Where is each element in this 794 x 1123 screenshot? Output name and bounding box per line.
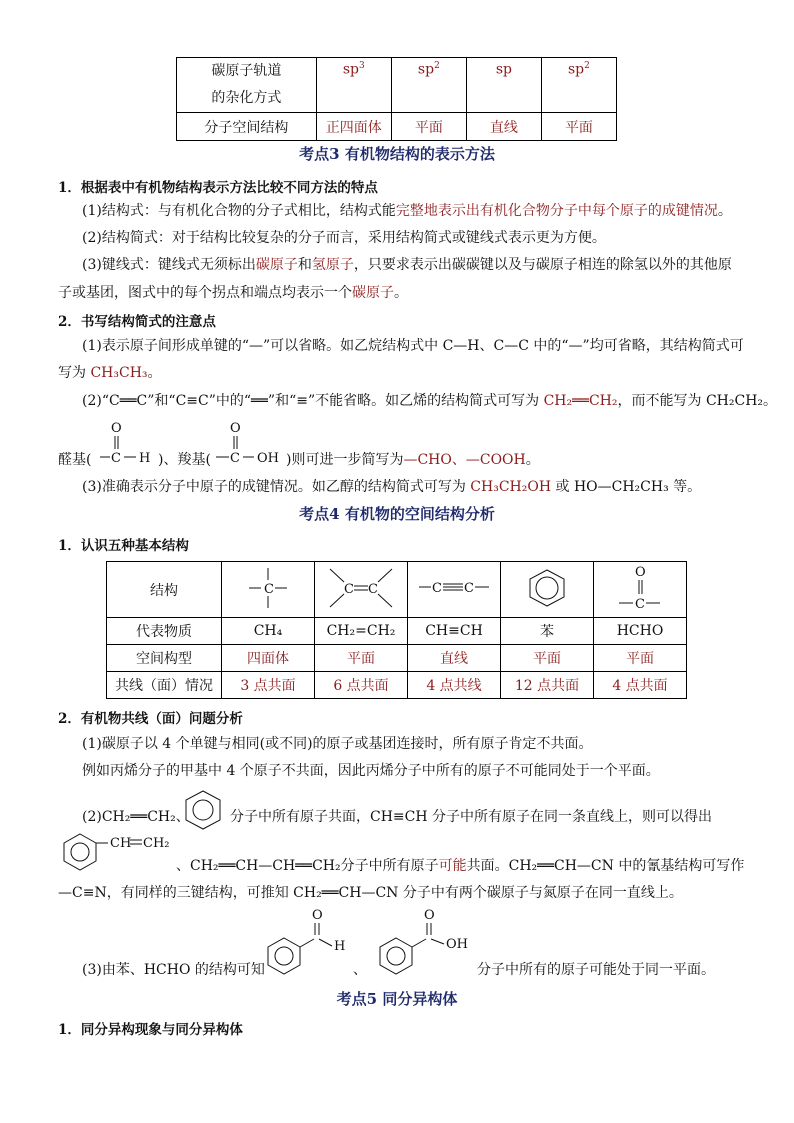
section-3-1-title: 1．根据表中有机物结构表示方法比较不同方法的特点 <box>58 180 378 196</box>
benzaldehyde-h: H <box>334 939 346 954</box>
para-4-2-3b: 、 <box>353 962 367 978</box>
ethene-c2: C <box>368 581 378 597</box>
carboxyl-o: O <box>230 421 241 436</box>
benzoic-acid-diagram <box>374 906 474 978</box>
heading-kaodian-5: 考点5 同分异构体 <box>336 990 458 1008</box>
struct-ethyne <box>408 562 501 618</box>
para-4-2-2b: 分子中所有原子共面，CH≡CH 分子中所有原子在同一条直线上，则可以得出 <box>230 809 713 825</box>
hybrid-row-label: 碳原子轨道 的杂化方式 <box>177 58 317 113</box>
aldehyde-o: O <box>111 421 122 436</box>
shape-cell-3: 直线 <box>466 113 541 141</box>
row-label-shape: 空间构型 <box>107 645 222 672</box>
para-3-2-2: (2)“C══C”和“C≡C”中的“══”和“≡”不能省略。如乙烯的结构简式可写为 CH₂══CH₂，而不能写为 CH₂CH₂。 <box>82 393 778 409</box>
aldehyde-label: 醛基( <box>58 452 92 468</box>
shape-row-label: 分子空间结构 <box>177 113 317 141</box>
hybrid-cell-4: $sp^2$ <box>541 58 616 113</box>
ethyne-c2: C <box>464 580 474 596</box>
para-3-2-3: (3)准确表示分子中原子的成键情况。如乙醇的结构简式可写为 CH₃CH₂OH 或 HO—CH₂CH₃ 等。 <box>82 479 702 495</box>
para-4-2-1: (1)碳原子以 4 个单键与相同(或不同)的原子或基团连接时，所有原子肯定不共面。 <box>82 736 593 752</box>
structure-table <box>106 561 687 699</box>
substance-3: CH≡CH <box>408 618 501 645</box>
carboxyl-label: )、羧基( <box>158 452 211 468</box>
substance-1: CH₄ <box>222 618 315 645</box>
aldehyde-c: C <box>111 451 121 466</box>
para-3-1-2: (2)结构简式：对于结构比较复杂的分子而言，采用结构简式或键线式表示更为方便。 <box>82 230 606 246</box>
para-3-1-1: (1)结构式：与有机化合物的分子式相比，结构式能完整地表示出有机化合物分子中每个原子的成键情况。 <box>82 203 732 219</box>
struct-hcho <box>594 562 687 618</box>
shape-3: 直线 <box>408 645 501 672</box>
benzaldehyde-diagram <box>262 906 352 978</box>
shape-cell-4: 平面 <box>541 113 616 141</box>
coplanar-1: 3 点共面 <box>222 672 315 699</box>
coplanar-5: 4 点共面 <box>594 672 687 699</box>
substance-2: CH₂=CH₂ <box>315 618 408 645</box>
benzoic-oh: OH <box>446 937 468 952</box>
formaldehyde-structure-diagram <box>615 563 665 613</box>
carboxyl-group-diagram <box>212 418 292 468</box>
benzaldehyde-o: O <box>312 908 323 923</box>
benzoic-o: O <box>424 908 435 923</box>
styrene-ch: CH <box>110 836 132 851</box>
para-3-1-3: (3)键线式：键线式无须标出碳原子和氢原子，只要求表示出碳碳键以及与碳原子相连的除氢以外的其他原 <box>82 257 732 273</box>
shape-2: 平面 <box>315 645 408 672</box>
hybrid-cell-1: $sp^3$ <box>316 58 391 113</box>
para-4-2-3a: (3)由苯、HCHO 的结构可知 <box>82 962 265 978</box>
heading-kaodian-4: 考点4 有机物的空间结构分析 <box>299 505 495 523</box>
aldehyde-tail: )则可进一步简写为—CHO、—COOH。 <box>286 452 540 468</box>
row-label-structure: 结构 <box>107 562 222 618</box>
styrene-diagram <box>58 830 178 874</box>
para-4-2-2a: (2)CH₂══CH₂、 <box>82 809 190 825</box>
benzene-ring-icon <box>522 565 572 611</box>
row-label-coplanar: 共线（面）情况 <box>107 672 222 699</box>
ethene-structure-diagram <box>326 565 396 611</box>
shape-1: 四面体 <box>222 645 315 672</box>
aldehyde-group-diagram <box>96 418 166 468</box>
coplanar-3: 4 点共线 <box>408 672 501 699</box>
para-3-2-1b: 写为 CH₃CH₃。 <box>58 365 162 381</box>
para-3-1-3b: 子或基团，图式中的每个拐点和端点均表示一个碳原子。 <box>58 285 408 301</box>
coplanar-4: 12 点共面 <box>501 672 594 699</box>
substance-5: HCHO <box>594 618 687 645</box>
shape-cell-2: 平面 <box>391 113 466 141</box>
ethyne-structure-diagram <box>417 565 491 611</box>
shape-5: 平面 <box>594 645 687 672</box>
para-3-2-1: (1)表示原子间形成单键的“—”可以省略。如乙烷结构式中 C—H、C—C 中的“—”均可省略，其结构简式可 <box>82 338 744 354</box>
ethyne-c1: C <box>432 580 442 596</box>
coplanar-2: 6 点共面 <box>315 672 408 699</box>
para-4-2-2d: —C≡N，有同样的三键结构，可推知 CH₂══CH—CN 分子中有两个碳原子与氮原子在同一直线上。 <box>58 885 683 901</box>
struct-ch4 <box>222 562 315 618</box>
methane-structure-diagram <box>243 565 293 611</box>
section-4-1-title: 1．认识五种基本结构 <box>58 538 189 554</box>
hybrid-cell-3: sp <box>466 58 541 113</box>
section-3-2-title: 2．书写结构简式的注意点 <box>58 314 216 330</box>
ethene-c1: C <box>344 581 354 597</box>
para-4-2-3c: 分子中所有的原子可能处于同一平面。 <box>477 962 715 978</box>
aldehyde-h: H <box>139 451 151 466</box>
hcho-o: O <box>635 564 646 580</box>
struct-ethene <box>315 562 408 618</box>
shape-cell-1: 正四面体 <box>316 113 391 141</box>
hybrid-cell-2: $sp^2$ <box>391 58 466 113</box>
heading-kaodian-3: 考点3 有机物结构的表示方法 <box>299 145 495 163</box>
substance-4: 苯 <box>501 618 594 645</box>
section-5-1-title: 1．同分异构现象与同分异构体 <box>58 1022 243 1038</box>
row-label-substance: 代表物质 <box>107 618 222 645</box>
benzene-inline-icon <box>182 788 224 834</box>
para-4-2-2c: 、CH₂══CH—CH══CH₂分子中所有原子可能共面。CH₂══CH—CN 中的氰基结构可写作 <box>176 858 745 874</box>
shape-4: 平面 <box>501 645 594 672</box>
para-4-2-1b: 例如丙烯分子的甲基中 4 个原子不共面，因此丙烯分子中所有的原子不可能同处于一个平面。 <box>82 763 660 779</box>
section-4-2-title: 2．有机物共线（面）问题分析 <box>58 711 243 727</box>
struct-benzene <box>501 562 594 618</box>
carboxyl-c: C <box>230 451 240 466</box>
styrene-ch2: CH₂ <box>143 836 170 851</box>
carboxyl-oh: OH <box>257 451 279 466</box>
methane-c: C <box>264 581 274 597</box>
hcho-c: C <box>635 596 645 612</box>
hybrid-table <box>176 57 617 141</box>
